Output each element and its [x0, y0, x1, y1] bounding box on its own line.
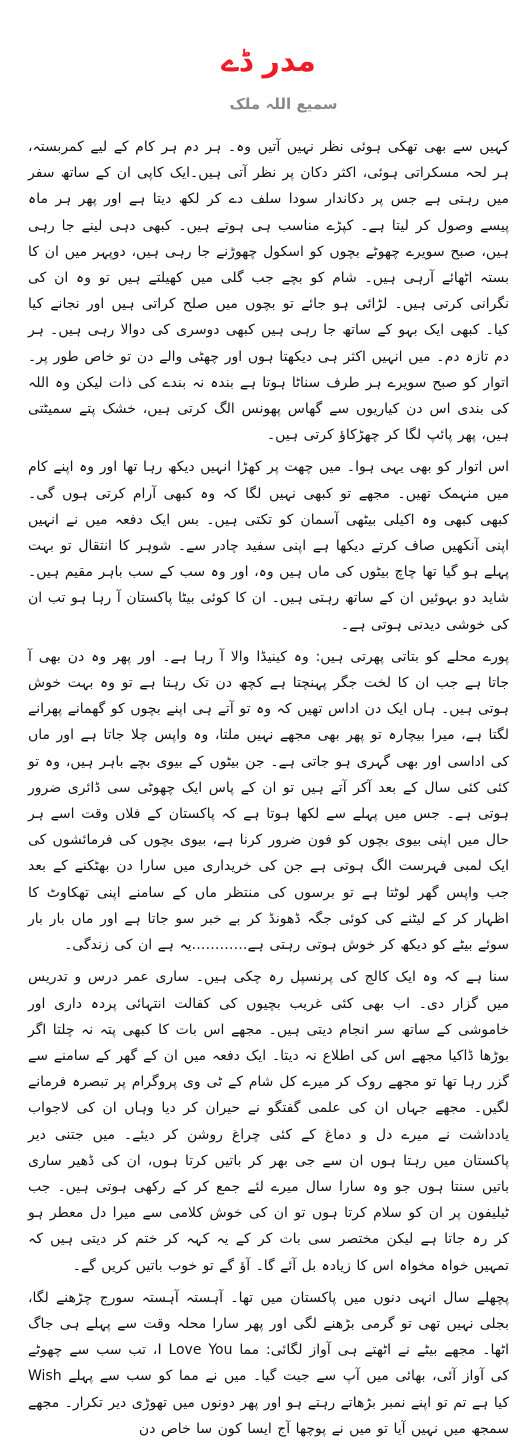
- paragraph: پورے محلے کو بتاتی پھرتی ہیں: وہ کینیڈا والا آ رہا ہے۔ اور پھر وہ دن بھی آ جاتا ہے جب ان کا لخت جگر پہنچتا ہے کچھ دن تک رہتا ہے تو وہ بہت خوش ہوتی ہیں۔ ہاں ایک دن اداس تھیں کہ وہ تو آتے ہی اپنے بچوں کو گھمانے پھرانے لگتا ہے، میرا بیچارہ تو پھر بھی مجھے نہیں ملتا، وہ واپس چلا جاتا ہے اور ماں کی اداسی اور بھی گہری ہو جاتی ہے۔ جن بیٹوں کے بیوی بچے باہر ہیں، وہ تو کئی کئی سال کے بعد آکر آتے ہیں تو ان کے پاس ایک چھوٹی سی ڈائری ضرور ہوتی ہے۔ جس میں پہلے سے لکھا ہوتا ہے کہ پاکستان کے فلاں وقت اسے ہر حال میں اپنی بیوی بچوں کو فون ضرور کرنا ہے، بیوی بچوں کی فرمائشوں کی ایک لمبی فہرست الگ ہوتی ہے جن کی خریداری میں سارا دن بھٹکنے کے بعد جب واپس گھر لوٹتا ہے تو برسوں کی منتظر ماں کے سامنے اپنی تھکاوٹ کا اظہار کر کے لیٹنے کی کوئی جگہ ڈھونڈ کر بے خبر سو جاتا ہے اور ماں بار بار سوئے بیٹے کو دیکھ کر خوش ہوتی رہتی ہے…………یہ ہے ان کی زندگی۔: [28, 648, 509, 954]
- article-title: مدر ڈے: [221, 44, 316, 79]
- author-byline: سمیع اللہ ملک: [229, 95, 338, 113]
- paragraph: پچھلے سال انہی دنوں میں پاکستان میں تھا۔ آہستہ آہستہ سورج چڑھنے لگا، بجلی نہیں تھی تو گرمی بڑھنے لگی اور پھر سارا محلہ وقت سے پہلے ہی جاگ اٹھا۔ مجھے بیٹے نے اٹھتے ہی آواز لگائی: مما I Love You، تب سب سے چھوٹے کی آواز آئی، بھائی میں آپ سے جیت گیا۔ میں نے مما کو سب سے پہلے Wish کیا ہے تم تو اپنے نمبر بڑھاتے رہتے ہو اور پھر دونوں میں تھوڑی دیر تکرار۔ مجھے سمجھ میں نہیں آیا تو میں نے پوچھا آج ایسا کون سا خاص دن: [28, 1289, 509, 1437]
- paragraph: کہیں سے بھی تھکی ہوئی نظر نہیں آتیں وہ۔ ہر دم ہر کام کے لیے کمربستہ، ہر لحہ مسکراتی ہوئی، اکثر دکان پر نظر آتی ہیں۔ایک کاپی ان کے ساتھ سفر میں رہتی ہے جس پر دکاندار سودا سلف دے کر لکھ دیتا ہے اور پھر ہر ماہ پیسے وصول کر لیتا ہے۔ کپڑے مناسب ہی ہوتے ہیں۔ کبھی دہی لینے جا رہی ہیں، صبح سویرے چھوٹے بچوں کو اسکول چھوڑنے جا رہی ہیں، دوپہر میں ان کا بستہ اٹھائے آرہی ہیں۔ شام کو بچے جب گلی میں کھیلتے ہیں تو وہ ان کی نگرانی کرتی ہیں۔ لڑائی ہو جائے تو بچوں میں صلح کراتی ہیں اور نجانے کیا کیا۔ کبھی ایک بہو کے ساتھ جا رہی ہیں کبھی دوسری کی دوالا رہی ہیں۔ ہر دم تازہ دم۔ میں انہیں اکثر ہی دیکھتا ہوں اور چھٹی والے دن تو خاص طور پر۔ اتوار کو صبح سویرے ہر طرف سناٹا ہوتا ہے بندہ نہ بندے کی ذات لیکن وہ اللہ کی بندی اس دن کیاریوں سے گھاس پھونس الگ کرتی ہیں، خشک پتے سمیٹتی ہیں، پھر پائپ لگا کر چھڑکاؤ کرتی ہیں۔: [28, 139, 509, 444]
- paragraph: سنا ہے کہ وہ ایک کالج کی پرنسپل رہ چکی ہیں۔ ساری عمر درس و تدریس میں گزار دی۔ اب بھی کئی غریب بچیوں کی کفالت انتہائی پردہ داری اور خاموشی کے ساتھ سر انجام دیتی ہیں۔ مجھے اس بات کا کبھی پتہ نہ چلتا اگر بوڑھا ڈاکیا مجھے اس کی اطلاع نہ دیتا۔ ایک دفعہ میں ان کے گھر کے سامنے سے گزر رہا تھا تو مجھے روک کر میرے کل شام کے ٹی وی پروگرام پر تبصرہ فرمانے لگیں۔ مجھے جہاں ان کی علمی گفتگو نے حیران کر دیا وہاں ان کی لاجواب یادداشت نے میرے دل و دماغ کے کئی چراغ روشن کر دیئے۔ میں جتنی دیر پاکستان میں رہتا ہوں ان سے جی بھر کر باتیں کرتا ہوں، ان کی ڈھیر ساری باتیں سنتا ہوں جو وہ سارا سال میرے لئے جمع کر کے رکھی ہوتی ہیں۔ جب ٹیلیفون پر ان کو سلام کرتا ہوں تو ان کی خوش کلامی سے میرا دل معطر ہو کر رہ جاتا ہے لیکن مختصر سی بات کر کے یہ کہہ کر ختم کر دیتی ہیں کہ تمہیں خواہ مخواہ اس کا زیادہ بل آئے گا۔ آؤ گے تو خوب باتیں کریں گے۔: [28, 969, 509, 1274]
- article-body: [28, 134, 509, 1442]
- paragraph: اس اتوار کو بھی یہی ہوا۔ میں چھت پر کھڑا انہیں دیکھ رہا تھا اور وہ اپنے کام میں منہمک تھیں۔ مجھے تو کبھی نہیں لگا کہ وہ کبھی آرام کرتی ہوں گی۔ کبھی کبھی وہ اکیلی بیٹھی آسمان کو تکتی ہیں۔ بس ایک دفعہ میں نے انہیں اپنی آنکھیں صاف کرتے دیکھا ہے اپنی سفید چادر سے۔ شوہر کا انتقال تو بہت پہلے ہو گیا تھا چاچ بیٹوں کی ماں ہیں وہ، اور وہ سب کے سب باہر مقیم ہیں۔ شاید دو بہوئیں ان کے ساتھ رہتی ہیں۔ ان کا کوئی بیٹا پاکستان آ رہا ہو تب ان کی خوشی دیدنی ہوتی ہے۔: [28, 459, 509, 633]
